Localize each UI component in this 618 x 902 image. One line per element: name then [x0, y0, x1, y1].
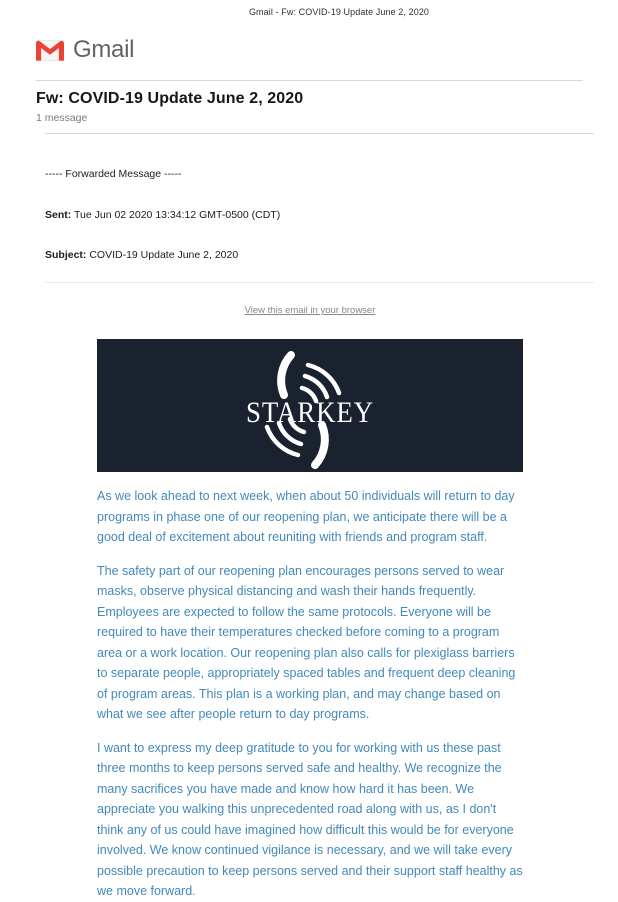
email-content-column: [97, 300, 523, 902]
divider-top: [36, 80, 583, 81]
starkey-banner: [97, 339, 523, 472]
gmail-wordmark: Gmail: [73, 36, 135, 63]
forwarded-header-block: [45, 141, 618, 276]
sent-value: Tue Jun 02 2020 13:34:12 GMT-0500 (CDT): [71, 208, 281, 221]
starkey-wordmark: STARKEY: [246, 396, 374, 429]
subject-label: Subject:: [45, 249, 87, 261]
starkey-logo: [97, 339, 523, 472]
forwarded-sent-line: [45, 209, 618, 223]
print-header-title: Gmail - Fw: COVID-19 Update June 2, 2020: [248, 7, 430, 17]
email-subject-title: Fw: COVID-19 Update June 2, 2020: [36, 90, 304, 107]
sent-label: Sent:: [45, 208, 72, 221]
forwarded-subject-line: [45, 249, 618, 263]
view-in-browser-row: [97, 300, 523, 318]
view-in-browser-link[interactable]: View this email in your browser: [244, 305, 376, 316]
divider-messages: [45, 133, 594, 134]
gmail-envelope-m-icon: [36, 40, 64, 61]
subject-value: COVID-19 Update June 2, 2020: [86, 249, 239, 261]
forwarded-divider-line: ----- Forwarded Message -----: [45, 168, 182, 180]
divider-header-body: [45, 282, 594, 283]
body-paragraph: I want to express my deep gratitude to you for working with us these past three months to keep persons served safe and healthy. We recognize the many sacrifices you have made and know how hard it has been. We appreciate you walking this unprecedented road along with us, as I don't think any of us could have imagined how difficult this would be for everyone involved. We know continued vigilance is necessary, and we will take every possible precaution to keep persons served and their support staff healthy as we move forward.: [97, 740, 523, 898]
gmail-logo: [36, 36, 618, 64]
body-paragraph: The safety part of our reopening plan encourages persons served to wear masks, observe physical distancing and wash their hands frequently. Employees are expected to follow the same protocols. Everyone will be required to have their temperatures checked before coming to a program area or a work location. Our reopening plan also calls for plexiglass barriers to separate people, appropriately spaced tables and frequent deep cleaning of program areas. This plan is a working plan, and may change based on what we see after people return to day programs.: [97, 563, 516, 721]
body-paragraph: As we look ahead to next week, when about 50 individuals will return to day programs in phase one of our reopening plan, we anticipate there will be a good deal of excitement about reuniting with friends and program staff.: [97, 489, 515, 544]
email-body-text: [97, 486, 523, 902]
message-count: 1 message: [36, 112, 88, 124]
